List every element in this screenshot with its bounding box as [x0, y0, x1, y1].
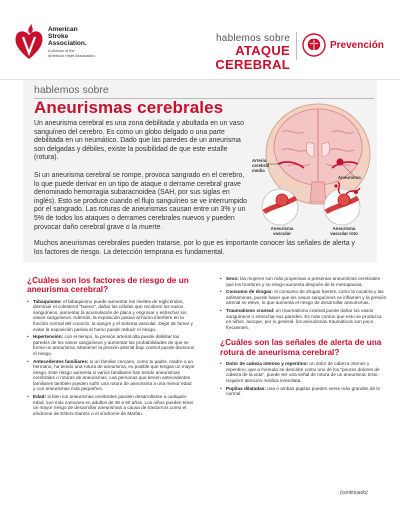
list-item: • Sexo: las mujeres son más propensas a presentar aneurismas cerebrales que los hombres y su riesgo aumenta después de la menopausia. — [220, 276, 388, 287]
heart-torch-logo-icon — [14, 23, 44, 61]
org-line-1: American — [48, 26, 78, 33]
list-item: • Traumatismo craneal: un traumatismo craneal puede dañar los vasos sanguíneos o estrechar sus paredes. Es más común que esto se produzca en niños, aunque, por lo general, los aneurismas traumáticos son poco frecuentes. — [220, 308, 388, 330]
series-kicker: hablemos sobre — [216, 33, 290, 44]
risk-factors-column — [27, 276, 195, 419]
intro-paragraph-3: Muchos aneurismas cerebrales pueden tratarse, por lo que es importante conocer las señales de alerta y los factores de riesgo. La detección temprana es fundamental. — [34, 240, 355, 256]
brain-aneurysm-illustration — [252, 102, 376, 240]
risk-factors-list-continued — [220, 276, 388, 330]
list-item: • Antecedentes familiares: si un familiar cercano, como tu padre, madre o un hermano, ha tenido una rotura de aneurisma, es posible que tengas un mayor riesgo. Este riesgo aumenta si varios familiares han tenido aneurismas cerebrales o roturas de aneurismas. Las personas que tienen antecedentes familiares también pueden sufrir una rotura de aneurisma a una menor edad y con aneurismas más pequeños. — [27, 359, 195, 392]
intro-overline: hablemos sobre — [34, 84, 109, 96]
list-item: • Edad: si bien los aneurismas cerebrales pueden desarrollarse a cualquier edad, son más comunes en adultos de 30 a 60 años. Los niños pueden tener un mayor riesgo de desarrollar aneurismas a causa de trastornos como el síndrome de Ehlers-Danlos o el síndrome de Marfan. — [27, 394, 195, 416]
intro-paragraph-2: Si un aneurisma cerebral se rompe, provoca sangrado en el cerebro, lo que puede derivar en un tipo de ataque o derrame cerebral grave denominado hemorragia subaracnoidea (SAH, por sus siglas en inglés). Esto se produce cuando el flujo sanguíneo se ve interrumpido por el sangrado. Las roturas de aneurismas causan entre un 3% y un 5% de todos los ataques o derrames cerebrales nuevos y pueden provocar daño cerebral grave o la muerte. — [34, 172, 247, 231]
brain-icon — [302, 33, 326, 57]
intro-paragraph-1: Un aneurisma cerebral es una zona debilitada y abultada en un vaso sanguíneo del cerebro. Es como un globo delgado o una parte debilitada en un neumático. Dado que las paredes de un aneurisma son delgadas y débiles, existe la posibilidad de que este estalle (rotura). — [34, 120, 244, 162]
label-aneurysm: Aneurisma — [338, 175, 361, 180]
brain-illustration-icon — [252, 102, 376, 240]
page-title: Aneurismas cerebrales — [34, 98, 224, 117]
label-middle-cerebral-artery: Arteria cerebral media — [252, 158, 270, 173]
series-title — [168, 33, 290, 72]
warning-signs-list — [220, 361, 388, 396]
label-vascular-aneurysm: Aneurisma vascular — [270, 226, 294, 236]
label-ruptured-aneurysm: Aneurisma vascular roto — [330, 226, 358, 236]
list-item: • Pupilas dilatadas: una o ambas pupilas pueden verse más grandes de lo normal. — [220, 386, 388, 397]
organization-name — [48, 26, 96, 59]
org-subline: A division of the American Heart Association. — [48, 48, 96, 58]
org-line-2: Stroke — [48, 33, 69, 41]
series-main: ATAQUE CEREBRAL — [215, 43, 290, 72]
org-line-3: Association. — [48, 40, 87, 48]
warning-signs-heading: ¿Cuáles son las señales de alerta de una rotura de aneurisma cerebral? — [220, 337, 382, 357]
list-item: • Dolor de cabeza intenso y repentino: un dolor de cabeza intenso y repentino, que a menudo se describe como uno de los "peores dolores de cabeza de la vida", puede ser una señal de rotura de un aneurisma. Esto requiere atención médica inmediata. — [220, 361, 388, 383]
header-divider — [296, 32, 297, 60]
risk-factors-list — [27, 299, 195, 417]
page-header — [0, 0, 400, 80]
list-item: • Hipertensión: con el tiempo, la presión arterial alta puede debilitar las paredes de los vasos sanguíneos y aumentar las probabilidades de que se forme un aneurisma. Mantener la presión arterial bajo control puede disminuir el riesgo. — [27, 334, 195, 356]
right-column — [220, 276, 388, 399]
risk-factors-heading: ¿Cuáles son los factores de riesgo de un aneurisma cerebral? — [27, 275, 189, 295]
category-label: Prevención — [330, 40, 384, 51]
list-item: • Consumo de drogas: el consumo de drogas fuertes, como la cocaína y las anfetaminas, puede hacer que los vasos sanguíneos se inflamen y la presión arterial se eleve, lo que aumenta el riesgo de desarrollar aneurismas. — [220, 289, 388, 306]
list-item: • Tabaquismo: el tabaquismo puede aumentar los niveles de triglicéridos, disminuir el colesterol "bueno", dañar las células que recubren los vasos sanguíneos, aumentar la acumulación de placa y engrosar y estrechar los vasos sanguíneos. Además, la exposición pasiva al humo interfiere en la función normal del corazón, la sangre y el sistema vascular. Dejar de fumar y evitar la exposición pasiva al humo puede reducir el riesgo. — [27, 299, 195, 332]
continued-note: (continuado) — [340, 490, 368, 496]
